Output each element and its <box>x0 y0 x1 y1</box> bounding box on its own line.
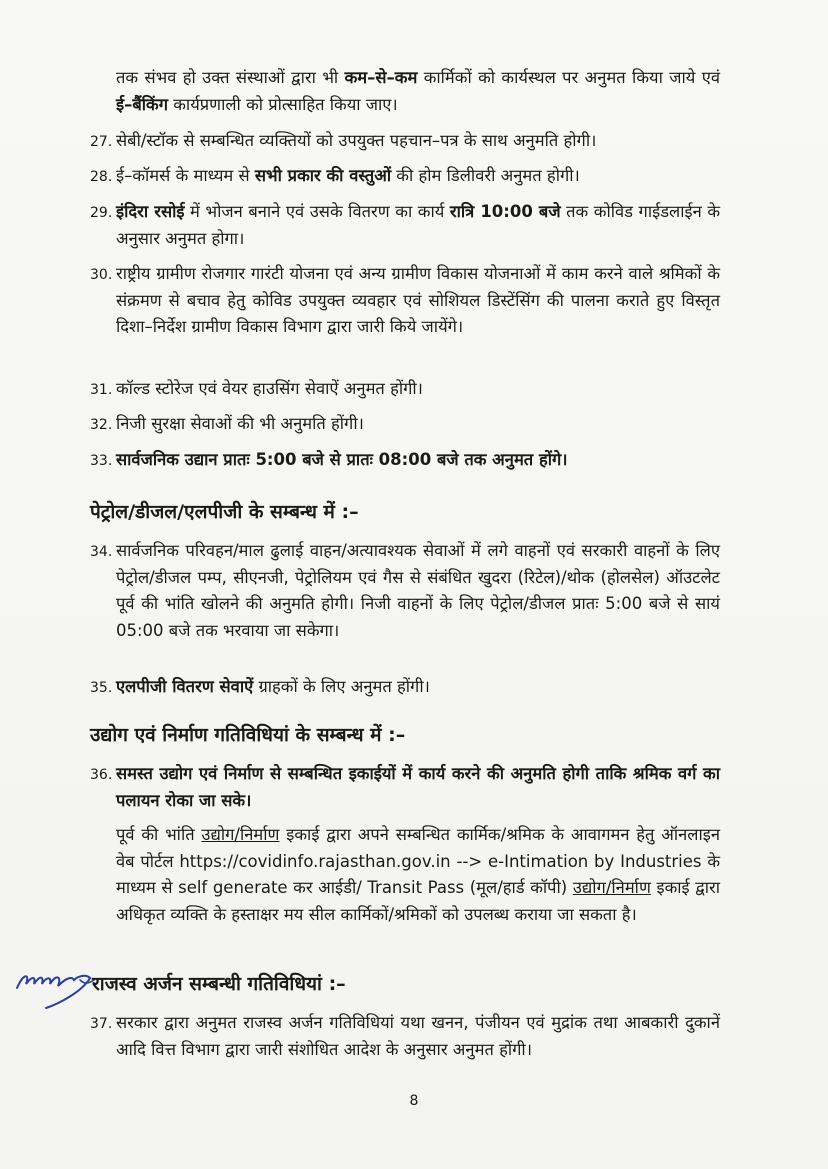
item-34-text: सार्वजनिक परिवहन/माल ढुलाई वाहन/अत्यावश्यक सेवाओं में लगे वाहनों एवं सरकारी वाहनों के लिए पेट्रोल/डीजल पम्प, सीएनजी, पेट्रोलियम एवं गैस से संबंधित खुदरा (रिटेल)/थोक (होलसेल) ऑउटलेट पूर्व की भांति खोलने की अनुमति होगी। निजी वाहनों के लिए पेट्रोल/डीजल प्रातः 5:00 बजे से सायं 05:00 बजे तक भरवाया जा सकेगा। <box>116 541 720 640</box>
item-27-text: सेबी/स्टॉक से सम्बन्धित व्यक्तियों को उपयुक्त पहचान–पत्र के साथ अनुमति होगी। <box>116 131 597 150</box>
section-heading-petrol: पेट्रोल/डीजल/एलपीजी के सम्बन्ध में :– <box>90 501 359 523</box>
item-30-text: राष्ट्रीय ग्रामीण रोजगार गारंटी योजना एवं अन्य ग्रामीण विकास योजनाओं में काम करने वाले श्रमिकों के संक्रमण से बचाव हेतु कोविड उपयुक्त व्यवहार एवं सोशियल डिस्टेंसिंग की पालना कराते हुए विस्तृत दिशा–निर्देश ग्रामीण विकास विभाग द्वारा जारी किये जायेंगे। <box>116 264 720 336</box>
item-number: 33. <box>90 453 113 469</box>
item-31-text: कॉल्ड स्टोरेज एवं वेयर हाउसिंग सेवाऐं अनुमत होंगी। <box>116 379 423 398</box>
item-33-text: सार्वजनिक उद्यान प्रातः 5:00 बजे से प्रातः 08:00 बजे तक अनुमत होंगे। <box>116 450 568 469</box>
item-number: 34. <box>90 544 113 560</box>
item-28-text: ई–कॉमर्स के माध्यम से सभी प्रकार की वस्तुओं की होम डिलीवरी अनुमत होगी। <box>116 166 580 185</box>
item-number: 30. <box>90 267 113 283</box>
item-35-text: एलपीजी वितरण सेवाऐं ग्राहकों के लिए अनुमत होंगी। <box>116 677 430 696</box>
item-32-text: निजी सुरक्षा सेवाओं की भी अनुमति होंगी। <box>116 414 364 433</box>
item-number: 37. <box>90 1016 113 1032</box>
item-number: 32. <box>90 417 113 433</box>
section-heading-revenue: राजस्व अर्जन सम्बन्धी गतिविधियां :– <box>92 973 346 995</box>
item-37-text: सरकार द्वारा अनुमत राजस्व अर्जन गतिविधियां यथा खनन, पंजीयन एवं मुद्रांक तथा आबकारी दुकानें आदि वित्त विभाग द्वारा जारी संशोधित आदेश के अनुसार अनुमत होंगी। <box>116 1013 720 1059</box>
item-number: 27. <box>90 134 113 150</box>
item-number: 36. <box>90 767 113 783</box>
item-number: 29. <box>90 205 113 221</box>
item-number: 28. <box>90 169 113 185</box>
item-36-detail: पूर्व की भांति उद्योग/निर्माण इकाई द्वारा अपने सम्बन्धित कार्मिक/श्रमिक के आवागमन हेतु ऑनलाइन वेब पोर्टल https://covidinfo.rajasthan.gov.in --> e-Intimation by Industries के माध्यम से self generate कर आईडी/ Transit Pass (मूल/हार्ड कॉपी) उद्योग/निर्माण इकाई द्वारा अधिकृत व्यक्ति के हस्ताक्षर मय सील कार्मिकों/श्रमिकों को उपलब्ध कराया जा सकता है। <box>116 825 721 924</box>
item-29-text: इंदिरा रसोई में भोजन बनाने एवं उसके वितरण का कार्य रात्रि 10:00 बजे तक कोविड गाईडलाईन के अनुसार अनुमत होगा। <box>116 202 721 248</box>
item-number: 35. <box>90 680 113 696</box>
continuation-paragraph: तक संभव हो उक्त संस्थाओं द्वारा भी कम–से–कम कार्मिकों को कार्यस्थल पर अनुमत किया जाये एवं ई–बैंकिंग कार्यप्रणाली को प्रोत्साहित किया जाए। <box>116 68 720 114</box>
section-heading-industry: उद्योग एवं निर्माण गतिविधियां के सम्बन्ध में :– <box>90 724 406 746</box>
page-number: 8 <box>409 1093 419 1109</box>
item-number: 31. <box>90 382 113 398</box>
item-36-text: समस्त उद्योग एवं निर्माण से सम्बन्धित इकाईयों में कार्य करने की अनुमति होगी ताकि श्रमिक वर्ग का पलायन रोका जा सके। <box>116 764 720 810</box>
